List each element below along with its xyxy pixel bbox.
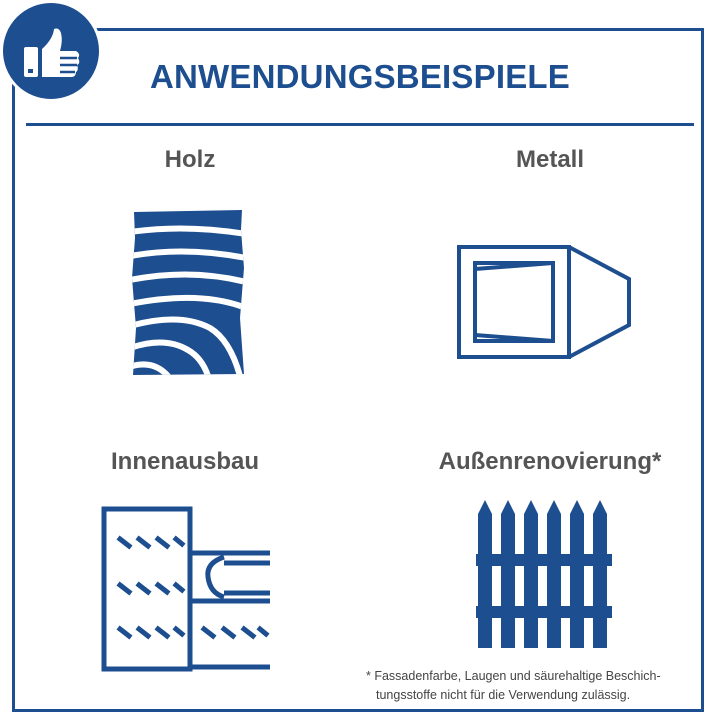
- label-holz: Holz: [164, 146, 216, 173]
- footnote-line-1: * Fassadenfarbe, Laugen und säurehaltige Beschich-: [366, 669, 661, 683]
- metal-profile-icon: [455, 243, 635, 363]
- wood-grain-icon: [130, 208, 246, 376]
- footnote: [366, 667, 706, 705]
- label-metall: Metall: [515, 146, 584, 173]
- title-divider: [26, 123, 694, 126]
- interior-wall-icon: [100, 505, 272, 673]
- label-aussenrenovierung: Außenrenovierung*: [438, 448, 662, 475]
- page-title: ANWENDUNGSBEISPIELE: [149, 58, 570, 95]
- footnote-line-2: tungsstoffe nicht für die Verwendung zulässig.: [376, 688, 631, 702]
- label-innenausbau: Innenausbau: [110, 448, 260, 475]
- picket-fence-icon: [476, 498, 612, 648]
